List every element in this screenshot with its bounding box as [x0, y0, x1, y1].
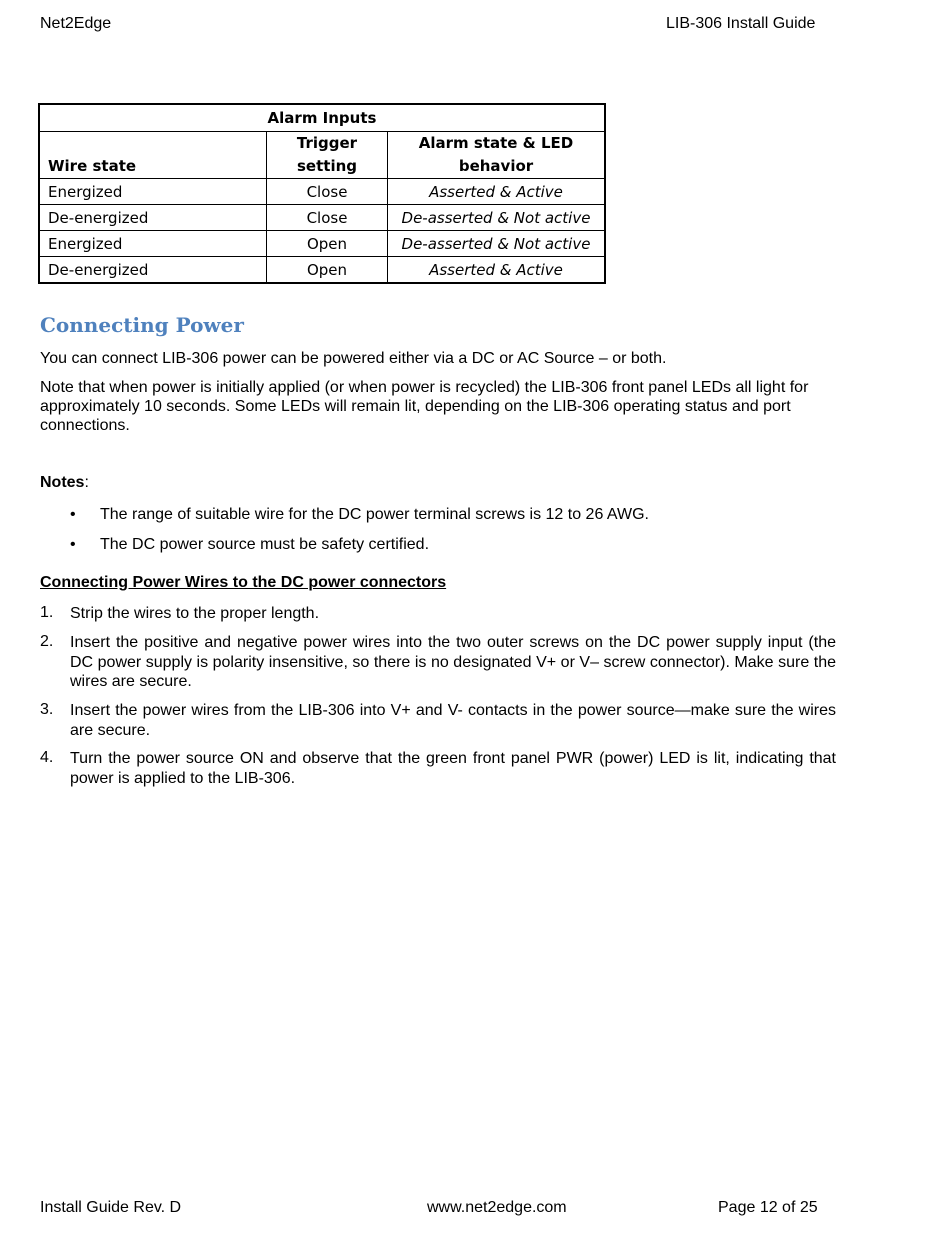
- cell-wire-state: Energized: [40, 231, 267, 257]
- bullet-icon: •: [70, 536, 76, 553]
- footer-website-link[interactable]: www.net2edge.com: [427, 1199, 567, 1216]
- step-number: 3.: [40, 701, 54, 718]
- header-company: Net2Edge: [40, 15, 112, 32]
- cell-wire-state: De-energized: [40, 205, 267, 231]
- note-item: The DC power source must be safety certified.: [100, 536, 430, 553]
- cell-alarm-state: Asserted & Active: [388, 257, 605, 283]
- bullet-icon: •: [70, 506, 76, 523]
- cell-alarm-state: De-asserted & Not active: [388, 205, 605, 231]
- cell-trigger-setting: Close: [267, 179, 388, 205]
- header-doc-title: LIB-306 Install Guide: [666, 15, 816, 32]
- step-number: 4.: [40, 749, 54, 766]
- step-text: Insert the positive and negative power wires into the two outer screws on the DC power supply input (the DC power supply is polarity insensitive, so there is no designated V+ or V– screw connector). Make sure the wires are secure.: [70, 634, 836, 690]
- note-item: The range of suitable wire for the DC power terminal screws is 12 to 26 AWG.: [100, 506, 649, 523]
- cell-wire-state: De-energized: [40, 257, 267, 283]
- table-header-row: [40, 132, 605, 179]
- column-header-trigger-setting: Trigger setting: [267, 132, 388, 179]
- cell-trigger-setting: Open: [267, 231, 388, 257]
- cell-trigger-setting: Close: [267, 205, 388, 231]
- notes-label: Notes:: [40, 474, 89, 491]
- table-row: [40, 257, 605, 283]
- table-row: [40, 231, 605, 257]
- alarm-inputs-table: [39, 104, 605, 283]
- column-header-alarm-state: Alarm state & LED behavior: [388, 132, 605, 179]
- column-header-wire-state: Wire state: [40, 132, 267, 179]
- step-text: Turn the power source ON and observe that the green front panel PWR (power) LED is lit, indicating that power is applied to the LIB-306.: [70, 750, 836, 787]
- table-row: [40, 205, 605, 231]
- notes-label-text: Notes: [40, 474, 85, 491]
- procedure-heading: Connecting Power Wires to the DC power connectors: [40, 574, 447, 591]
- table-title-row: [40, 105, 605, 132]
- step-text: Strip the wires to the proper length.: [70, 605, 320, 622]
- step-text: Insert the power wires from the LIB-306 into V+ and V- contacts in the power source—make sure the wires are secure.: [70, 702, 836, 739]
- footer-revision: Install Guide Rev. D: [40, 1199, 182, 1216]
- cell-alarm-state: Asserted & Active: [388, 179, 605, 205]
- cell-wire-state: Energized: [40, 179, 267, 205]
- section-heading: Connecting Power: [40, 313, 244, 337]
- table-row: [40, 179, 605, 205]
- table-title: Alarm Inputs: [40, 105, 605, 132]
- cell-trigger-setting: Open: [267, 257, 388, 283]
- section-paragraph-2: Note that when power is initially applied (or when power is recycled) the LIB-306 front panel LEDs all light for approximately 10 seconds. Some LEDs will remain lit, depending on the LIB-306 operating status and port connections.: [40, 379, 809, 434]
- section-paragraph-1: You can connect LIB-306 power can be powered either via a DC or AC Source – or both.: [40, 350, 667, 367]
- step-number: 1.: [40, 604, 54, 621]
- step-number: 2.: [40, 633, 54, 650]
- cell-alarm-state: De-asserted & Not active: [388, 231, 605, 257]
- footer-page-number: Page 12 of 25: [718, 1199, 818, 1216]
